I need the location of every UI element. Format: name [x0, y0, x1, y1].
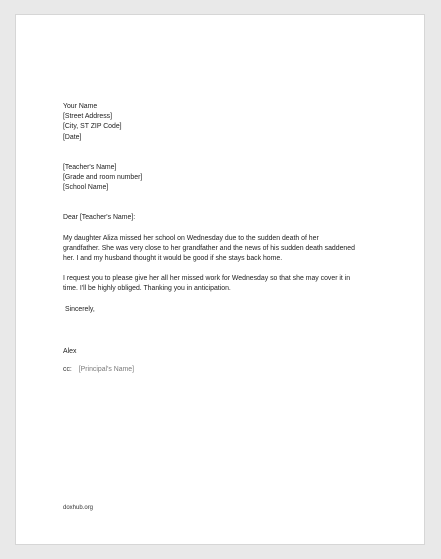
signature-name: Alex [63, 347, 77, 355]
cc-recipient-name: [Principal's Name] [78, 366, 135, 374]
spacer [63, 143, 383, 163]
letter-date: [Date] [63, 133, 82, 141]
spacer [63, 224, 383, 234]
body-paragraph-1-line: My daughter Aliza missed her school on Wednesday due to the sudden death of her [63, 234, 319, 242]
signature-space [63, 315, 383, 347]
recipient-school: [School Name] [63, 184, 109, 192]
cc-label: cc: [63, 366, 72, 374]
recipient-name: [Teacher's Name] [63, 163, 117, 171]
body-paragraph-2 [63, 274, 383, 294]
sender-address-block [63, 102, 383, 143]
sender-city: [City, ST ZIP Code] [63, 123, 122, 131]
sender-name: Your Name [63, 103, 98, 110]
spacer [63, 193, 383, 213]
salutation: Dear [Teacher's Name]: [63, 214, 136, 222]
footer-website: doxhub.org [63, 505, 94, 511]
body-paragraph-2-line: I request you to please give her all her missed work for Wednesday so that she may cover it in [63, 275, 351, 283]
document-page [15, 14, 425, 545]
spacer [63, 357, 383, 365]
letter-content [63, 102, 383, 375]
body-paragraph-2-line: time. I'll be highly obliged. Thanking you in anticipation. [63, 285, 231, 293]
sender-street: [Street Address] [63, 113, 113, 121]
recipient-address-block [63, 163, 383, 194]
body-paragraph-1 [63, 234, 383, 265]
spacer [63, 264, 383, 274]
body-paragraph-1-line: her. I and my husband thought it would be good if she stays back home. [63, 255, 283, 263]
closing: Sincerely, [65, 305, 95, 313]
body-paragraph-1-line: grandfather. She was very close to her grandfather and the news of his sudden death saddened [63, 244, 355, 252]
recipient-grade: [Grade and room number] [63, 174, 143, 182]
spacer [63, 295, 383, 305]
cc-line [63, 365, 383, 375]
